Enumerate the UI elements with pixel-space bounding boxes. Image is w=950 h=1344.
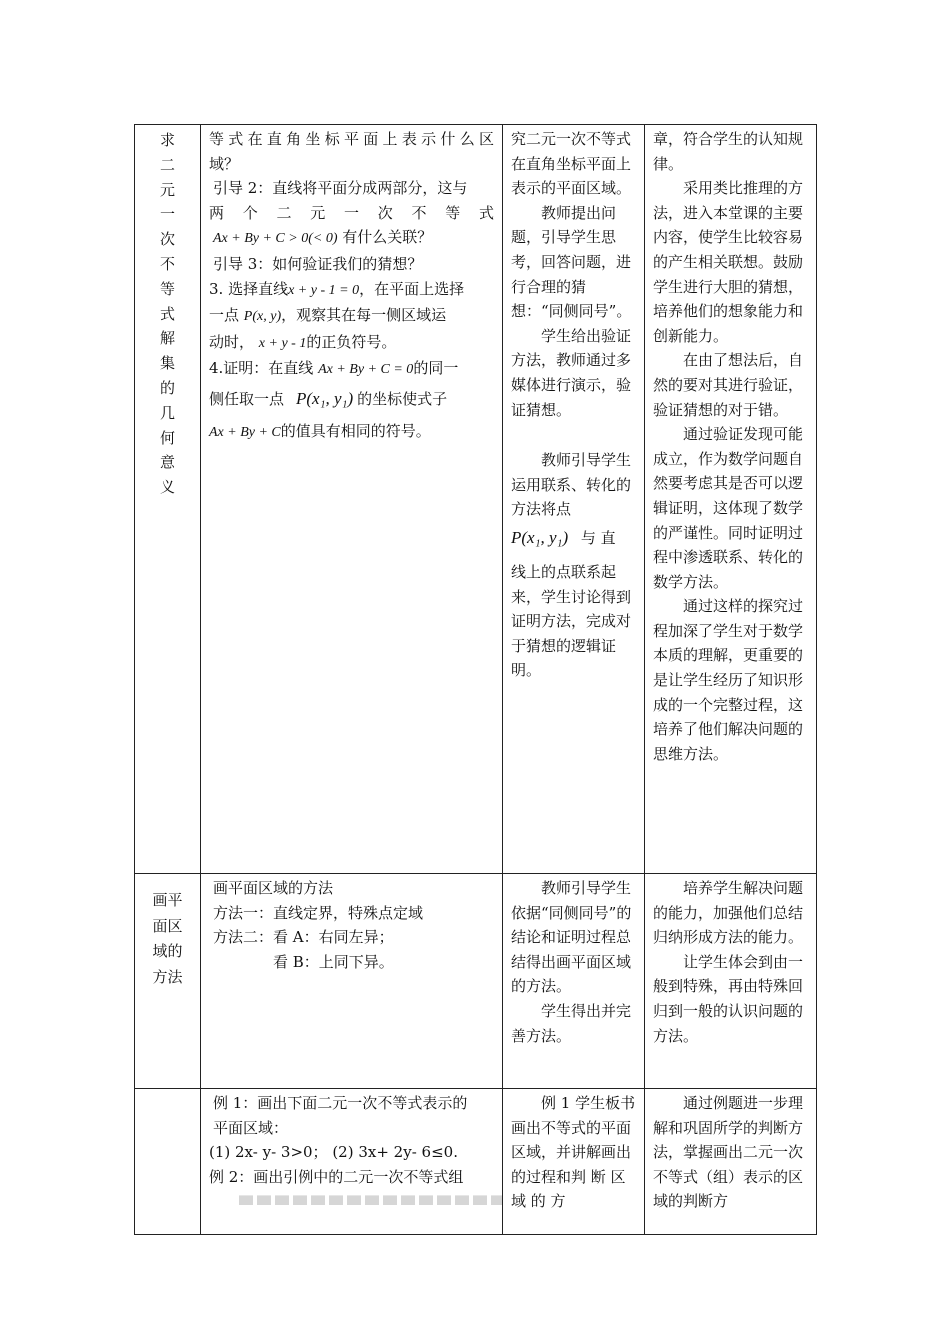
teacher-student-activity-cell: 教师引导学生依据“同侧同号”的结论和证明过程总结得出画平面区域的方法。 学生得出并完善方法。 bbox=[503, 874, 645, 1089]
design-intent-cell: 培养学生解决问题的能力，加强他们总结归纳形成方法的能力。 让学生体会到由一般到特殊，再由特殊回归到一般的认识问题的方法。 bbox=[645, 874, 817, 1089]
teacher-student-activity-cell: 究二元一次不等式在直角坐标平面上表示的平面区域。 教师提出问题，引导学生思考，回答问题，进行合理的猜想：“同侧同号”。 学生给出验证方法，教师通过多媒体进行演示，验证猜想。 教师引导学生运用联系、转化的方法将点 P(x₁, y₁) 与 直 线上的点联系起来，学生讨论得到证明方法，完成对于猜想的逻辑证明。 bbox=[503, 125, 645, 874]
section-title-drawing-method: 画平 面区 域的 方法 bbox=[135, 874, 201, 1089]
guide2-formula-line: Ax + By + C > 0(< 0) 有什么关联？ bbox=[213, 228, 433, 247]
table-row bbox=[135, 1089, 817, 1235]
table-row bbox=[135, 125, 817, 874]
teaching-content-cell: 画平面区域的方法 方法一：直线定界，特殊点定域 方法二：看 A：右同左异； 看 B：上同下异。 bbox=[201, 874, 503, 1089]
table-row bbox=[135, 874, 817, 1089]
design-intent-cell: 通过例题进一步理解和巩固所学的判断方法，掌握画出二元一次不等式（组）表示的区域的判断方 bbox=[645, 1089, 817, 1235]
step3-line: 3. 选择直线x + y - 1 = 0，在平面上选择 bbox=[209, 279, 465, 298]
section-title-geometric-meaning: 求 二 元 一 次 不 等 式 解 集 的 几 何 意 义 bbox=[135, 125, 201, 874]
step4-line: 4.证明：在直线 Ax + By + C = 0的同一 bbox=[209, 359, 459, 378]
step4-line-2: 侧任取一点 P(x₁, y₁) 的坐标使式子 bbox=[209, 388, 448, 408]
lesson-plan-table bbox=[134, 124, 817, 1235]
teaching-content-cell: 例 1：画出下面二元一次不等式表示的 平面区域： (1) 2x- y- 3>0； (2) 3x+ 2y- 6≤0. 例 2：画出引例中的二元一次不等式组 bbox=[201, 1089, 503, 1235]
cut-off-text-fragment bbox=[209, 1189, 494, 1215]
teaching-content-cell: 等式在直角坐标平面上表示什么区 域？ 引导 2：直线将平面分成两部分，这与 两 个 二 元 一 次 不 等 式 Ax + By + C > 0(< 0) 有什么关联？ 引导 3：如何验证我们的猜想？ 3. 选择直线x + y - 1 = 0，在平面上选择 一点 P(x, y)，观察其在每一侧区域运 动时， x + y - 1的正负符号。 4.证明：在直线 Ax + By + C = 0的同一 侧任取一点 P(x₁, y₁) 的坐标使式子 Ax + By + C的值具有相同的符号。 bbox=[201, 125, 503, 874]
step3-line-3: 动时， x + y - 1的正负符号。 bbox=[209, 332, 397, 351]
step4-line-3: Ax + By + C的值具有相同的符号。 bbox=[209, 421, 431, 440]
teacher-student-activity-cell: 例 1 学生板书画出不等式的平面区域，并讲解画出的过程和判 断 区 域 的 方 bbox=[503, 1089, 645, 1235]
section-title-empty bbox=[135, 1089, 201, 1235]
step3-line-2: 一点 P(x, y)，观察其在每一侧区域运 bbox=[209, 306, 447, 325]
design-intent-cell: 章，符合学生的认知规律。 采用类比推理的方法，进入本堂课的主要内容，使学生比较容易的产生相关联想。鼓励学生进行大胆的猜想，培养他们的想象能力和创新能力。 在由了想法后，自然的要对其进行验证，验证猜想的对于错。 通过验证发现可能成立，作为数学问题自然要考虑其是否可以逻辑证明，这体现了数学的严谨性。同时证明过程中渗透联系、转化的数学方法。 通过这样的探究过程加深了学生对于数学本质的理解，更重要的是让学生经历了知识形成的一个完整过程，这培养了他们解决问题的思维方法。 bbox=[645, 125, 817, 874]
activity-point-line: P(x₁, y₁) 与 直 bbox=[511, 527, 616, 547]
